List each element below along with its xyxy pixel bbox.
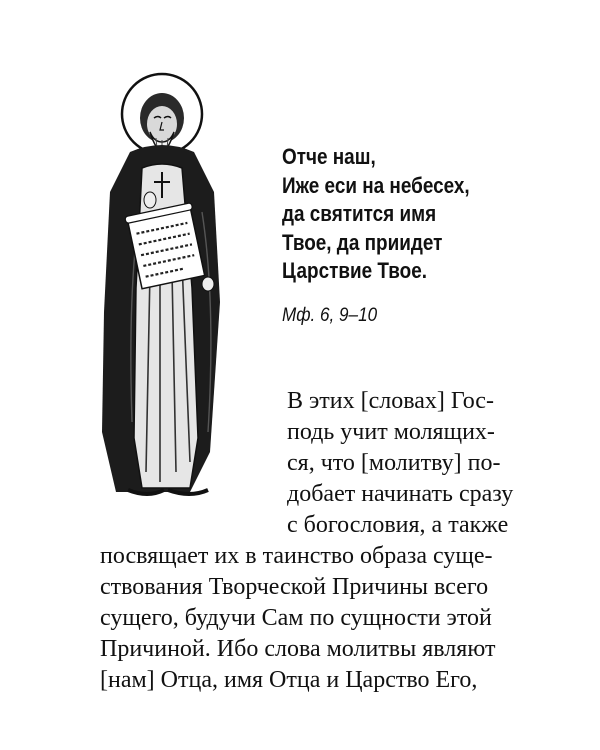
body-line: В этих [словах] Гос- — [287, 388, 494, 414]
body-line: сущего, будучи Сам по сущности этой — [100, 605, 492, 631]
epigraph-citation: Мф. 6, 9–10 — [282, 305, 378, 326]
body-line: посвящает их в таинство образа суще- — [100, 543, 493, 569]
body-line: Причиной. Ибо слова молитвы являют — [100, 636, 496, 662]
epigraph-line: Отче наш, — [282, 144, 376, 169]
epigraph-line: Иже еси на небесех, — [282, 172, 470, 198]
body-line: добает начинать сразу — [287, 481, 514, 507]
body-line: с богословия, а также — [287, 512, 509, 538]
epigraph-line: Царствие Твое. — [282, 258, 427, 283]
body-line: подь учит молящих- — [287, 419, 495, 445]
body-line: ствования Творческой Причины всего — [100, 574, 489, 600]
epigraph-line: да святится имя — [282, 201, 437, 226]
epigraph-line: Твое, да приидет — [282, 229, 443, 255]
body-line: ся, что [молитву] по- — [287, 450, 501, 476]
body-line: [нам] Отца, имя Отца и Царство Его, — [100, 667, 478, 693]
